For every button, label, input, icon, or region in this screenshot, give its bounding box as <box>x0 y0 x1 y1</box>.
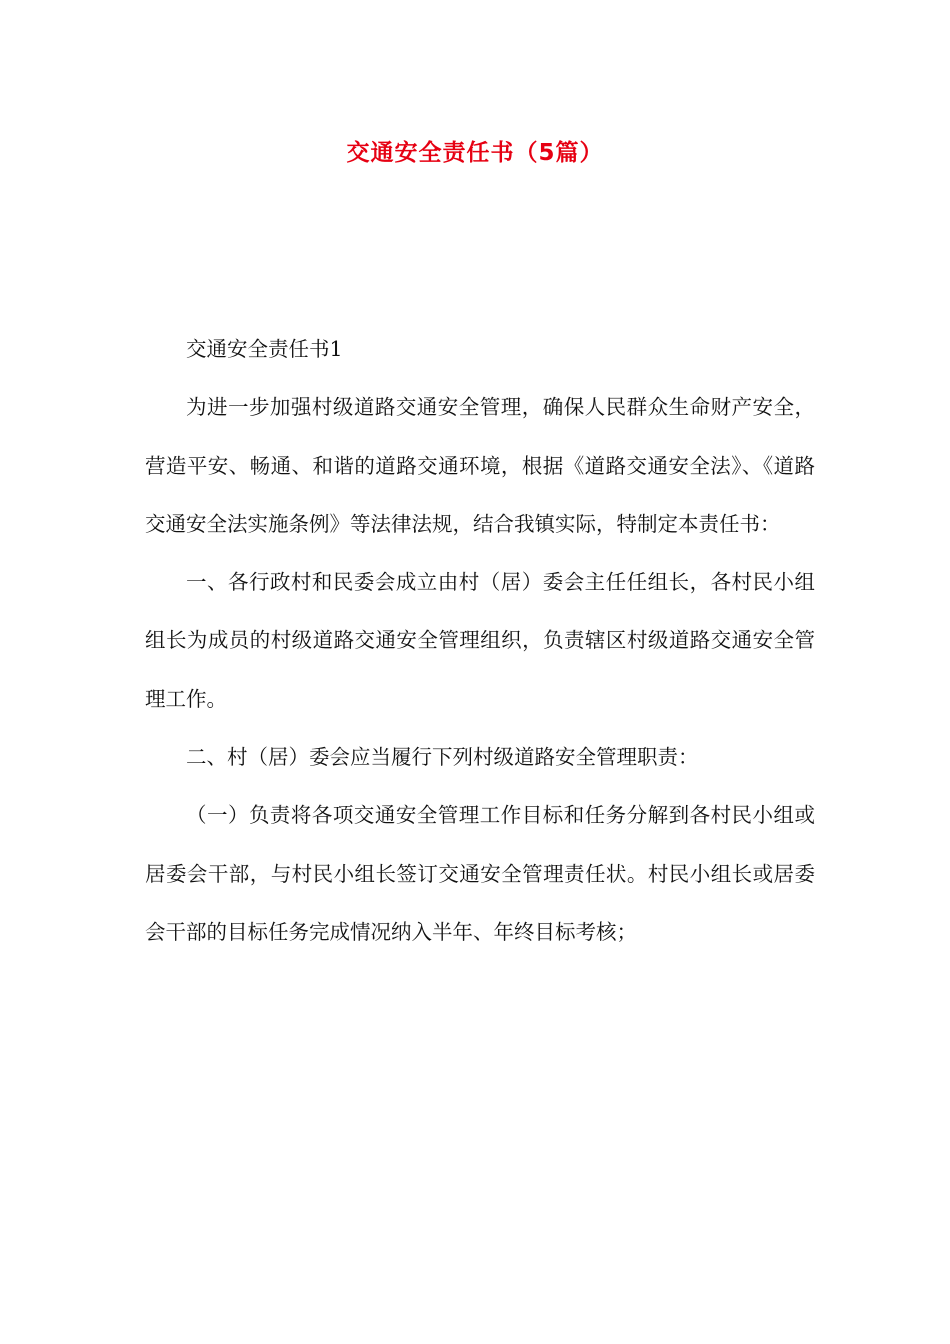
document-title: 交通安全责任书（5篇） <box>346 140 604 166</box>
paragraph: 二、村（居）委会应当履行下列村级道路安全管理职责： <box>186 745 699 770</box>
section-heading: 交通安全责任书1 <box>186 337 343 361</box>
paragraph: 一、各行政村和民委会成立由村（居）委会主任任组长，各村民小组组长为成员的村级道路交通安全管理组织，负责辖区村级道路交通安全管理工作。 <box>145 570 815 711</box>
paragraph: （一）负责将各项交通安全管理工作目标和任务分解到各村民小组或居委会干部，与村民小组长签订交通安全管理责任状。村民小组长或居委会干部的目标任务完成情况纳入半年、年终目标考核； <box>145 803 815 944</box>
paragraph: 为进一步加强村级道路交通安全管理，确保人民群众生命财产安全，营造平安、畅通、和谐的道路交通环境，根据《道路交通安全法》、《道路交通安全法实施条例》等法律法规，结合我镇实际，特制定本责任书： <box>145 395 815 536</box>
document-body <box>145 320 815 961</box>
